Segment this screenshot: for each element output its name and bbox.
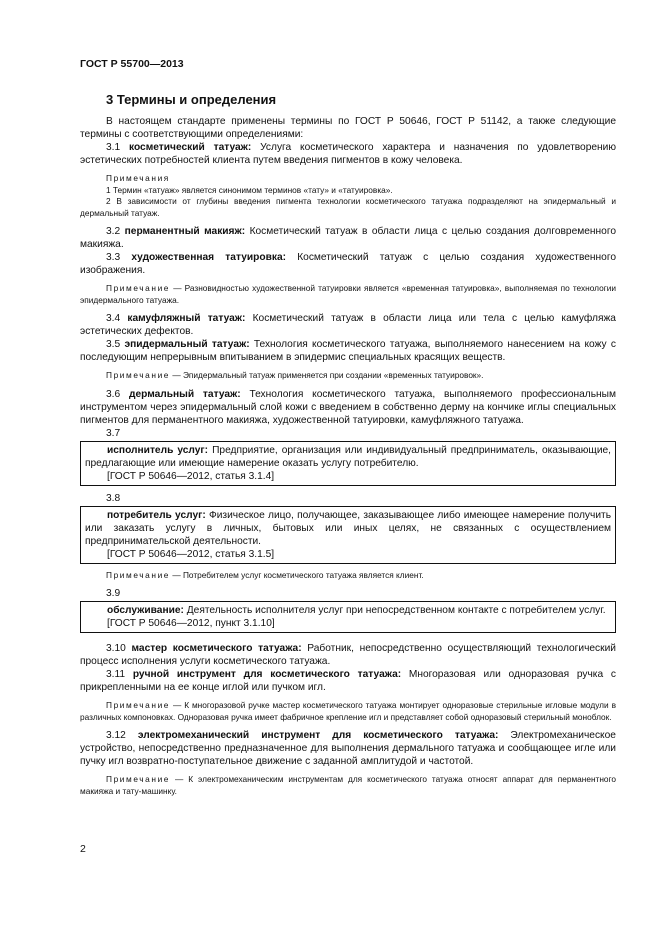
term-3-8: потребитель услуг: Физическое лицо, получающее, заказывающее либо имеющее намерение получить или заказать услугу в личных, бытовых или иных целях, не связанных с осуществлением предпринимательской деятельности. [85, 509, 611, 547]
term-3-9-ref: [ГОСТ Р 50646—2012, пункт 3.1.10] [107, 618, 275, 629]
term-3-8-number: 3.8 [106, 492, 121, 504]
content [80, 115, 616, 797]
term-3-1: 3.1 косметический татуаж: Услуга косметического характера и назначения по удовлетворению эстетических потребностей клиента путем введения пигментов в кожу человека. [80, 142, 617, 166]
note-1: 1 Термин «татуаж» является синонимом терминов «тату» и «татуировка». [106, 184, 393, 195]
note-3-11: Примечание — К многоразовой ручке мастер косметического татуажа монтирует одноразовые стерильные игловые модули в различных компоновках. Одноразовая ручка имеет фабричное крепление игл и представляет собой одноразовый стерильный моноблок. [80, 700, 616, 722]
term-3-2: 3.2 перманентный макияж: Косметический татуаж в области лица с целью создания долговременного макияжа. [80, 226, 616, 250]
note-3-12: Примечание — К электромеханическим инструментам для косметического татуажа относят аппарат для перманентного макияжа и тату-машинку. [80, 774, 616, 796]
section-title: 3 Термины и определения [106, 92, 277, 107]
document-id: ГОСТ Р 55700—2013 [80, 58, 184, 70]
note-3-8: Примечание — Потребителем услуг косметического татуажа является клиент. [106, 569, 424, 580]
term-3-8-box [80, 506, 616, 564]
term-3-5: 3.5 эпидермальный татуаж: Технология косметического татуажа, выполняемого нанесением на кожу с последующим непрерывным впитыванием в эпидермис специальных красящих веществ. [80, 339, 616, 363]
term-3-6: 3.6 дермальный татуаж: Технология косметического татуажа, выполняемого профессиональным инструментом через эпидермальный слой кожи с введением в собственно дерму на кончике иглы специальных пигментов для перманентного макияжа, художественной татуировки, камуфляжного татуажа. [80, 388, 616, 426]
term-3-12: 3.12 электромеханический инструмент для косметического татуажа: Электромеханическое устройство, непосредственно предназначенное для выполнения дермального татуажа и сообщающее игле или пучку игл возвратно-поступательное движение с заданной амплитудой и частотой. [80, 730, 616, 767]
term-3-3: 3.3 художественная татуировка: Косметический татуаж с целью создания художественного изображения. [80, 252, 616, 276]
term-3-9-box [80, 601, 616, 633]
term-3-10: 3.10 мастер косметического татуажа: Работник, непосредственно осуществляющий технологический процесс исполнения услуги косметического татуажа. [80, 643, 616, 667]
note-2: 2 В зависимости от глубины введения пигмента технологии косметического татуажа подразделяют на эпидермальный и дермальный татуаж. [80, 196, 616, 218]
note-3-3: Примечание — Разновидностью художественной татуировки является «временная татуировка», выполняемая по технологии эпидермального татуажа. [80, 283, 616, 305]
term-3-8-ref: [ГОСТ Р 50646—2012, статья 3.1.5] [107, 548, 275, 560]
term-3-7-number: 3.7 [106, 427, 121, 439]
intro-paragraph: В настоящем стандарте применены термины по ГОСТ Р 50646, ГОСТ Р 51142, а также следующие термины с соответствующими определениями: [80, 116, 616, 140]
page-number: 2 [80, 843, 86, 855]
notes-label: Примечания [106, 173, 170, 183]
term-3-7-ref: [ГОСТ Р 50646—2012, статья 3.1.4] [107, 470, 275, 482]
term-3-11: 3.11 ручной инструмент для косметического татуажа: Многоразовая или одноразовая ручка с прикрепленными на ее конце иглой или пучком игл. [80, 669, 616, 693]
term-3-4: 3.4 камуфляжный татуаж: Косметический татуаж в области лица или тела с целью камуфляжа эстетических дефектов. [80, 313, 616, 337]
term-3-7: исполнитель услуг: Предприятие, организация или индивидуальный предприниматель, оказывающие, предлагающие или имеющие намерение оказать услугу потребителю. [85, 444, 612, 469]
note-3-5: Примечание — Эпидермальный татуаж применяется при создании «временных татуировок». [106, 370, 484, 380]
term-3-9-number: 3.9 [106, 588, 121, 599]
term-3-7-box [80, 441, 616, 486]
term-label: косметический татуаж: [129, 142, 252, 153]
term-3-9: обслуживание: Деятельность исполнителя услуг при непосредственном контакте с потребителем услуг. [107, 605, 606, 616]
